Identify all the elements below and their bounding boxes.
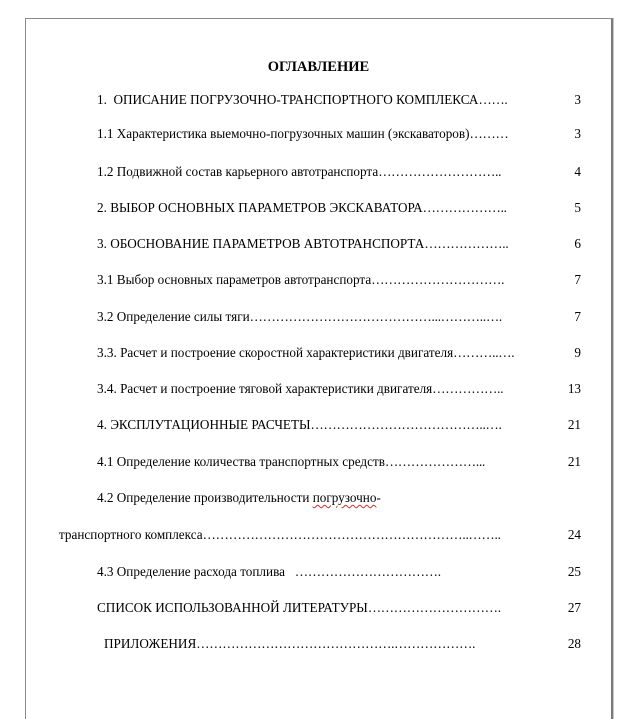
toc-leader: ………………..: [422, 200, 507, 215]
toc-entry-label: 4.3 Определение расхода топлива: [97, 564, 295, 579]
toc-page-number: 25: [567, 564, 581, 579]
toc-entry-wrapped-start[interactable]: [97, 490, 581, 506]
toc-entry[interactable]: [97, 200, 581, 216]
toc-page-number: 21: [567, 454, 581, 469]
toc-entry-label: СПИСОК ИСПОЛЬЗОВАННОЙ ЛИТЕРАТУРЫ: [97, 600, 368, 615]
toc-leader: …………………………………..….: [310, 417, 502, 432]
toc-entry-label: 3.2 Определение силы тяги: [97, 309, 250, 324]
toc-entry-label: 1.2 Подвижной состав карьерного автотранспорта: [97, 164, 379, 179]
toc-leader: ……………………………………….……………….: [196, 636, 476, 651]
toc-entry[interactable]: [97, 92, 581, 108]
toc-entry[interactable]: [97, 564, 581, 580]
toc-entry[interactable]: [97, 126, 581, 142]
toc-page-number: 13: [567, 381, 581, 396]
toc-entry[interactable]: [59, 527, 581, 543]
toc-page-number: 24: [567, 527, 581, 542]
toc-page-number: 9: [574, 345, 581, 360]
toc-entry-label: 1.1 Характеристика выемочно-погрузочных машин (экскаваторов): [97, 126, 470, 141]
toc-entry-label: 1. ОПИСАНИЕ ПОГРУЗОЧНО-ТРАНСПОРТНОГО КОМПЛЕКСА: [97, 92, 479, 107]
toc-leader: ………: [469, 126, 509, 141]
toc-page-number: 4: [574, 164, 581, 179]
toc-entry-label: 3.4. Расчет и построение тяговой характеристики двигателя: [97, 381, 433, 396]
toc-entry[interactable]: [97, 272, 581, 288]
toc-entry-label: 3.3. Расчет и построение скоростной характеристики двигателя: [97, 345, 454, 360]
toc-leader: ………………………….: [371, 272, 505, 287]
toc-leader: ……………..: [432, 381, 504, 396]
toc-entry[interactable]: [97, 345, 581, 361]
toc-entry-label: 4.1 Определение количества транспортных средств: [97, 454, 385, 469]
toc-entry[interactable]: [97, 454, 581, 470]
toc-title: ОГЛАВЛЕНИЕ: [267, 59, 370, 75]
spellcheck-flagged-word: погрузочно: [312, 490, 377, 505]
toc-entry[interactable]: [97, 600, 581, 616]
toc-entry-label: 4.2 Определение производительности: [97, 490, 313, 505]
toc-entry[interactable]: [104, 636, 581, 652]
toc-leader: ……………………………………………………..……..: [202, 527, 501, 542]
toc-leader: …….: [478, 92, 508, 107]
toc-page-number: 28: [567, 636, 581, 651]
toc-page-number: 21: [567, 417, 581, 432]
toc-entry[interactable]: [97, 417, 581, 433]
toc-page-number: 3: [574, 126, 581, 141]
toc-leader: ………………………….: [367, 600, 501, 615]
toc-entry[interactable]: [97, 309, 581, 325]
toc-page-number: 7: [574, 309, 581, 324]
toc-page-number: 27: [567, 600, 581, 615]
toc-entry-label: 4. ЭКСПЛУТАЦИОННЫЕ РАСЧЕТЫ: [97, 417, 311, 432]
document-page: [25, 18, 613, 719]
toc-page-number: 6: [574, 236, 581, 251]
toc-page-number: 7: [574, 272, 581, 287]
toc-entry[interactable]: [97, 381, 581, 397]
toc-entry-label: 3.1 Выбор основных параметров автотранспорта: [97, 272, 372, 287]
toc-page-number: 3: [574, 92, 581, 107]
toc-entry-label-hyphen: -: [376, 490, 381, 505]
toc-leader: ………………………..: [378, 164, 502, 179]
toc-entry-label: ПРИЛОЖЕНИЯ: [104, 636, 197, 651]
toc-entry-label: 2. ВЫБОР ОСНОВНЫХ ПАРАМЕТРОВ ЭКСКАВАТОРА: [97, 200, 423, 215]
toc-entry[interactable]: [97, 236, 581, 252]
toc-leader: ………………..: [424, 236, 509, 251]
toc-leader: ………..….: [453, 345, 515, 360]
toc-entry[interactable]: [97, 164, 581, 180]
toc-entry-label: транспортного комплекса: [59, 527, 203, 542]
toc-leader: ……………………………………...………..….: [249, 309, 503, 324]
toc-leader: …………………………….: [294, 564, 441, 579]
toc-entry-label: 3. ОБОСНОВАНИЕ ПАРАМЕТРОВ АВТОТРАНСПОРТА: [97, 236, 425, 251]
toc-leader: …………………...: [384, 454, 486, 469]
toc-page-number: 5: [574, 200, 581, 215]
